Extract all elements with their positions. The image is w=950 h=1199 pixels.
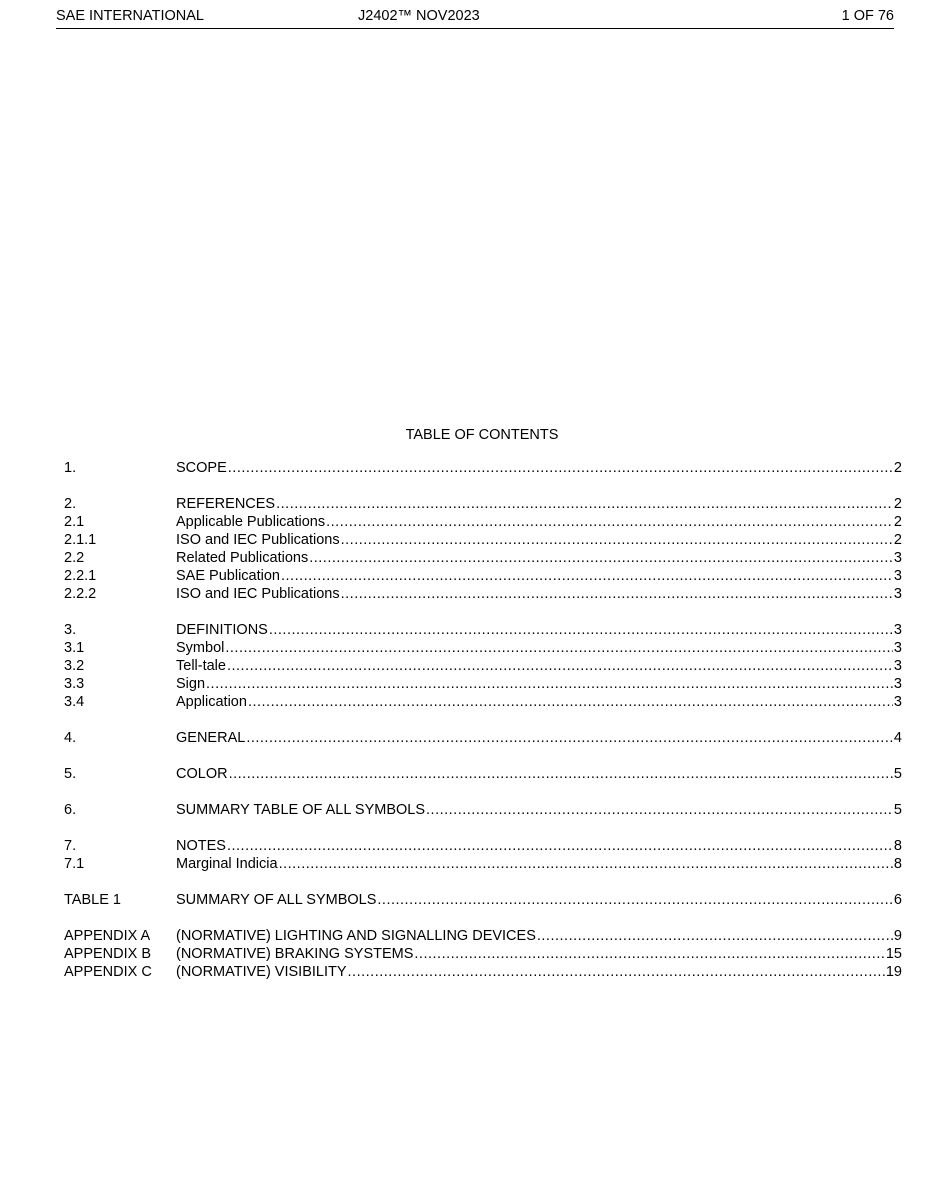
toc-entry-number: 7.1 [64,856,85,872]
toc-entry-number: 3.3 [64,676,85,692]
toc-entry-number: 2.2.2 [64,586,97,602]
toc-entry-title: (NORMATIVE) BRAKING SYSTEMS [176,946,414,962]
toc-entry-title: Related Publications [176,550,309,566]
toc-title: TABLE OF CONTENTS [405,427,559,443]
toc-entry[interactable] [64,693,902,711]
toc-entry-page: 9 [893,928,902,944]
toc-leader-dots [377,891,893,909]
toc-group [64,729,902,747]
toc-entry-title: REFERENCES [176,496,276,512]
toc-entry-page: 15 [885,946,902,962]
toc-entry[interactable] [64,891,902,909]
toc-entry-title: SUMMARY OF ALL SYMBOLS [176,892,377,908]
toc-leader-dots [227,837,893,855]
header-page-number: 1 OF 76 [841,8,894,24]
toc-entry-number: 5. [64,766,77,782]
header-document-id: J2402™ NOV2023 [358,8,480,24]
toc-entry-number: 3.1 [64,640,85,656]
toc-leader-dots [537,927,893,945]
toc-entry-number: TABLE 1 [64,892,121,908]
toc-entry-title: ISO and IEC Publications [176,532,340,548]
toc-entry-page: 3 [893,586,902,602]
toc-leader-dots [246,729,893,747]
toc-group [64,927,902,981]
toc-entry-number: 2.1.1 [64,532,97,548]
toc-group [64,891,902,909]
toc-entry-page: 3 [893,550,902,566]
toc-entry-page: 2 [893,532,902,548]
toc-entry[interactable] [64,657,902,675]
toc-entry-title: Applicable Publications [176,514,326,530]
toc-entry-number: 7. [64,838,77,854]
toc-entry-page: 5 [893,802,902,818]
toc-entry-title: Symbol [176,640,225,656]
toc-entry[interactable] [64,639,902,657]
toc-entry-page: 3 [893,658,902,674]
toc-entry[interactable] [64,765,902,783]
toc-entry-number: 2. [64,496,77,512]
toc-entry-page: 19 [885,964,902,980]
toc-entry-page: 2 [893,460,902,476]
toc-entry[interactable] [64,801,902,819]
toc-entry-title: COLOR [176,766,228,782]
toc-entry-number: 6. [64,802,77,818]
toc-leader-dots [309,549,893,567]
toc-entry[interactable] [64,585,902,603]
toc-entry-title: NOTES [176,838,226,854]
toc-entry-number: APPENDIX C [64,964,152,980]
table-of-contents [64,459,902,999]
toc-entry-page: 2 [893,514,902,530]
toc-entry-title: (NORMATIVE) VISIBILITY [176,964,347,980]
toc-group [64,495,902,603]
toc-leader-dots [426,801,893,819]
toc-entry[interactable] [64,963,902,981]
toc-entry[interactable] [64,927,902,945]
toc-leader-dots [269,621,893,639]
toc-entry-number: 3.2 [64,658,85,674]
toc-entry-number: APPENDIX A [64,928,151,944]
toc-leader-dots [276,495,893,513]
toc-entry-number: 3.4 [64,694,85,710]
toc-entry-number: 2.2 [64,550,85,566]
toc-entry-title: GENERAL [176,730,246,746]
toc-leader-dots [229,765,893,783]
toc-entry-title: SAE Publication [176,568,280,584]
toc-entry-number: 3. [64,622,77,638]
toc-entry[interactable] [64,945,902,963]
toc-leader-dots [248,693,893,711]
page-header [56,6,894,29]
toc-leader-dots [227,657,893,675]
toc-entry-title: Marginal Indicia [176,856,278,872]
toc-entry-number: 2.1 [64,514,85,530]
toc-entry-page: 8 [893,856,902,872]
toc-entry-title: Tell-tale [176,658,226,674]
toc-entry[interactable] [64,837,902,855]
toc-leader-dots [206,675,893,693]
toc-leader-dots [341,531,893,549]
toc-entry-title: SCOPE [176,460,227,476]
toc-leader-dots [326,513,893,531]
toc-group [64,621,902,711]
toc-entry-number: APPENDIX B [64,946,152,962]
toc-group [64,459,902,477]
toc-leader-dots [225,639,893,657]
toc-entry[interactable] [64,855,902,873]
toc-leader-dots [414,945,884,963]
toc-entry[interactable] [64,567,902,585]
toc-entry-page: 3 [893,622,902,638]
toc-leader-dots [279,855,893,873]
toc-entry[interactable] [64,531,902,549]
toc-entry-title: (NORMATIVE) LIGHTING AND SIGNALLING DEVICES [176,928,536,944]
toc-group [64,765,902,783]
toc-entry-page: 3 [893,694,902,710]
header-organization: SAE INTERNATIONAL [56,8,204,24]
toc-entry-page: 8 [893,838,902,854]
toc-group [64,837,902,873]
toc-entry-page: 3 [893,640,902,656]
toc-leader-dots [341,585,893,603]
toc-entry-number: 1. [64,460,77,476]
toc-entry-title: ISO and IEC Publications [176,586,340,602]
toc-leader-dots [228,459,893,477]
toc-group [64,801,902,819]
toc-entry[interactable] [64,459,902,477]
toc-entry[interactable] [64,549,902,567]
toc-entry-number: 2.2.1 [64,568,97,584]
toc-entry[interactable] [64,729,902,747]
toc-entry-title: DEFINITIONS [176,622,268,638]
toc-entry-page: 3 [893,568,902,584]
toc-entry-page: 2 [893,496,902,512]
toc-entry-page: 4 [893,730,902,746]
toc-entry-page: 6 [893,892,902,908]
toc-entry-number: 4. [64,730,77,746]
toc-entry-title: Sign [176,676,206,692]
toc-leader-dots [281,567,893,585]
toc-entry-title: Application [176,694,247,710]
toc-entry[interactable] [64,621,902,639]
toc-entry[interactable] [64,495,902,513]
toc-entry-title: SUMMARY TABLE OF ALL SYMBOLS [176,802,426,818]
toc-entry-page: 3 [893,676,902,692]
toc-entry[interactable] [64,513,902,531]
toc-leader-dots [348,963,885,981]
toc-entry[interactable] [64,675,902,693]
toc-entry-page: 5 [893,766,902,782]
